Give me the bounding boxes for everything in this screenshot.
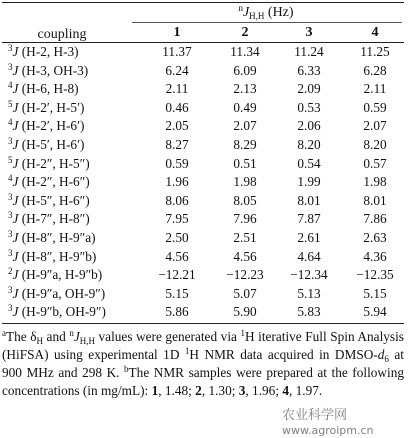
table-cell: 5.07 — [233, 285, 257, 301]
table-row — [2, 100, 404, 116]
table-cell: 7.86 — [363, 211, 387, 227]
table-cell: 0.57 — [363, 155, 387, 171]
table-cell: 1.99 — [297, 174, 321, 190]
coupling-label: $^2$J (H-9″a, H-9″b) — [8, 266, 103, 283]
table-cell: 6.33 — [297, 62, 321, 78]
table-cell: 5.83 — [297, 304, 321, 320]
table-bottom-rule — [2, 323, 404, 324]
table-row — [2, 137, 404, 153]
table-cell: 2.63 — [363, 230, 387, 245]
coupling-label: $^3$J (H-3, OH-3) — [8, 61, 89, 78]
coupling-label: $^4$J (H-6, H-8) — [8, 80, 79, 97]
coupling-label: $^4$J (H-2′, H-6′) — [8, 117, 85, 134]
coupling-constant-header: $^nJ_{H,H}$ (Hz) — [238, 3, 294, 21]
table-cell: 8.06 — [165, 192, 189, 208]
table-cell: 2.51 — [233, 230, 257, 245]
table-cell: 2.13 — [233, 81, 257, 97]
table-cell: 5.86 — [165, 304, 189, 320]
table-cell: 4.56 — [233, 248, 257, 264]
table-row — [2, 156, 404, 172]
header-bottom-rule — [2, 42, 404, 43]
table-row — [2, 286, 404, 302]
table-cell: 0.53 — [297, 99, 321, 115]
coupling-label: $^3$J (H-7″, H-8″) — [8, 210, 90, 227]
table-footnote: $^a$The $\delta_H$ and $^nJ_{H,H}$ values were generated via $^1$H iterative Full Spin Analysis (HiFSA) using experimental 1D $^1$H NMR data acquired in DMSO-$d_6$ at 900 MHz and 298 K. $^b$The NMR samples were prepared at the following concentrations (in mg/mL): 1, 1.48; 2, 1.30; 3, 1.96; 4, 1.97. — [2, 328, 405, 398]
table-cell: 2.09 — [297, 81, 321, 97]
table-cell: 0.49 — [233, 99, 257, 115]
table-cell: 2.07 — [233, 118, 257, 134]
table-row — [2, 230, 404, 246]
column-header-2: 2 — [241, 25, 249, 40]
column-header-1: 1 — [173, 25, 181, 40]
table-row — [2, 249, 404, 265]
table-cell: 1.98 — [233, 174, 257, 190]
header-span-rule — [132, 22, 402, 23]
table-cell: 2.61 — [297, 230, 321, 245]
table-cell: 2.07 — [363, 118, 387, 134]
table-cell: 5.94 — [363, 304, 387, 320]
table-cell: 8.29 — [233, 137, 257, 152]
table-cell: −12.21 — [158, 267, 196, 283]
table-cell: 2.50 — [165, 230, 189, 245]
table-cell: 5.13 — [297, 285, 321, 301]
table-cell: 1.96 — [165, 174, 189, 190]
table-cell: 8.27 — [165, 137, 189, 152]
table-cell: 2.11 — [165, 81, 189, 97]
table-cell: 2.05 — [165, 118, 189, 134]
coupling-label: $^4$J (H-2″, H-6″) — [8, 173, 90, 190]
table-cell: −12.35 — [356, 267, 394, 283]
coupling-label: $^5$J (H-2″, H-5″) — [8, 154, 90, 171]
table-cell: 0.59 — [363, 99, 387, 115]
table-cell: 8.05 — [233, 192, 257, 208]
coupling-label: $^3$J (H-5″, H-6″) — [8, 191, 90, 208]
table-row — [2, 118, 404, 134]
coupling-label: $^3$J (H-2, H-3) — [8, 43, 79, 59]
coupling-label: $^3$J (H-9″a, OH-9″) — [8, 284, 106, 301]
table-row — [2, 304, 404, 320]
table-row — [2, 193, 404, 209]
column-header-3: 3 — [305, 25, 313, 40]
coupling-label: $^3$J (H-8″, H-9″b) — [8, 247, 97, 264]
column-header-4: 4 — [371, 25, 379, 40]
table-row — [2, 63, 404, 79]
coupling-label: $^5$J (H-2′, H-5′) — [8, 98, 85, 115]
table-cell: 7.96 — [233, 211, 257, 227]
table-cell: 6.28 — [363, 62, 387, 78]
site-watermark: 农业科学网 www.agroipm.cn — [282, 408, 374, 437]
table-cell: 11.24 — [294, 44, 324, 59]
table-cell: 4.56 — [165, 248, 189, 264]
table-row — [2, 44, 404, 60]
coupling-label: $^3$J (H-8″, H-9″a) — [8, 229, 96, 245]
coupling-label: $^3$J (H-5′, H-6′) — [8, 136, 85, 152]
table-cell: 11.34 — [230, 44, 260, 59]
table-cell: 8.01 — [297, 192, 321, 208]
table-cell: 5.15 — [165, 285, 189, 301]
table-cell: 5.15 — [363, 285, 387, 301]
table-cell: 6.09 — [233, 62, 257, 78]
table-cell: 11.25 — [360, 44, 390, 59]
table-cell: 2.06 — [297, 118, 321, 134]
table-cell: 1.98 — [363, 174, 387, 190]
table-cell: 0.46 — [165, 99, 189, 115]
table-cell: 0.59 — [165, 155, 189, 171]
table-cell: 4.64 — [297, 248, 321, 264]
table-row — [2, 81, 404, 97]
table-cell: 7.87 — [297, 211, 321, 227]
coupling-column-header: coupling — [37, 27, 87, 42]
coupling-label: $^3$J (H-9″b, OH-9″) — [8, 303, 106, 320]
table-cell: −12.23 — [226, 267, 264, 283]
table-top-rule — [2, 2, 404, 3]
table-row — [2, 174, 404, 190]
table-row — [2, 211, 404, 227]
table-row — [2, 267, 404, 283]
table-cell: 0.54 — [297, 155, 321, 171]
table-cell: 8.01 — [363, 192, 387, 208]
table-cell: 5.90 — [233, 304, 257, 320]
table-cell: 8.20 — [297, 137, 321, 152]
table-cell: 2.11 — [363, 81, 387, 97]
table-cell: 11.37 — [162, 44, 192, 59]
table-cell: 7.95 — [165, 211, 189, 227]
table-cell: 8.20 — [363, 137, 387, 152]
table-cell: 0.51 — [233, 155, 257, 171]
table-cell: 4.36 — [363, 248, 387, 264]
table-cell: −12.34 — [290, 267, 328, 283]
table-cell: 6.24 — [165, 62, 189, 78]
